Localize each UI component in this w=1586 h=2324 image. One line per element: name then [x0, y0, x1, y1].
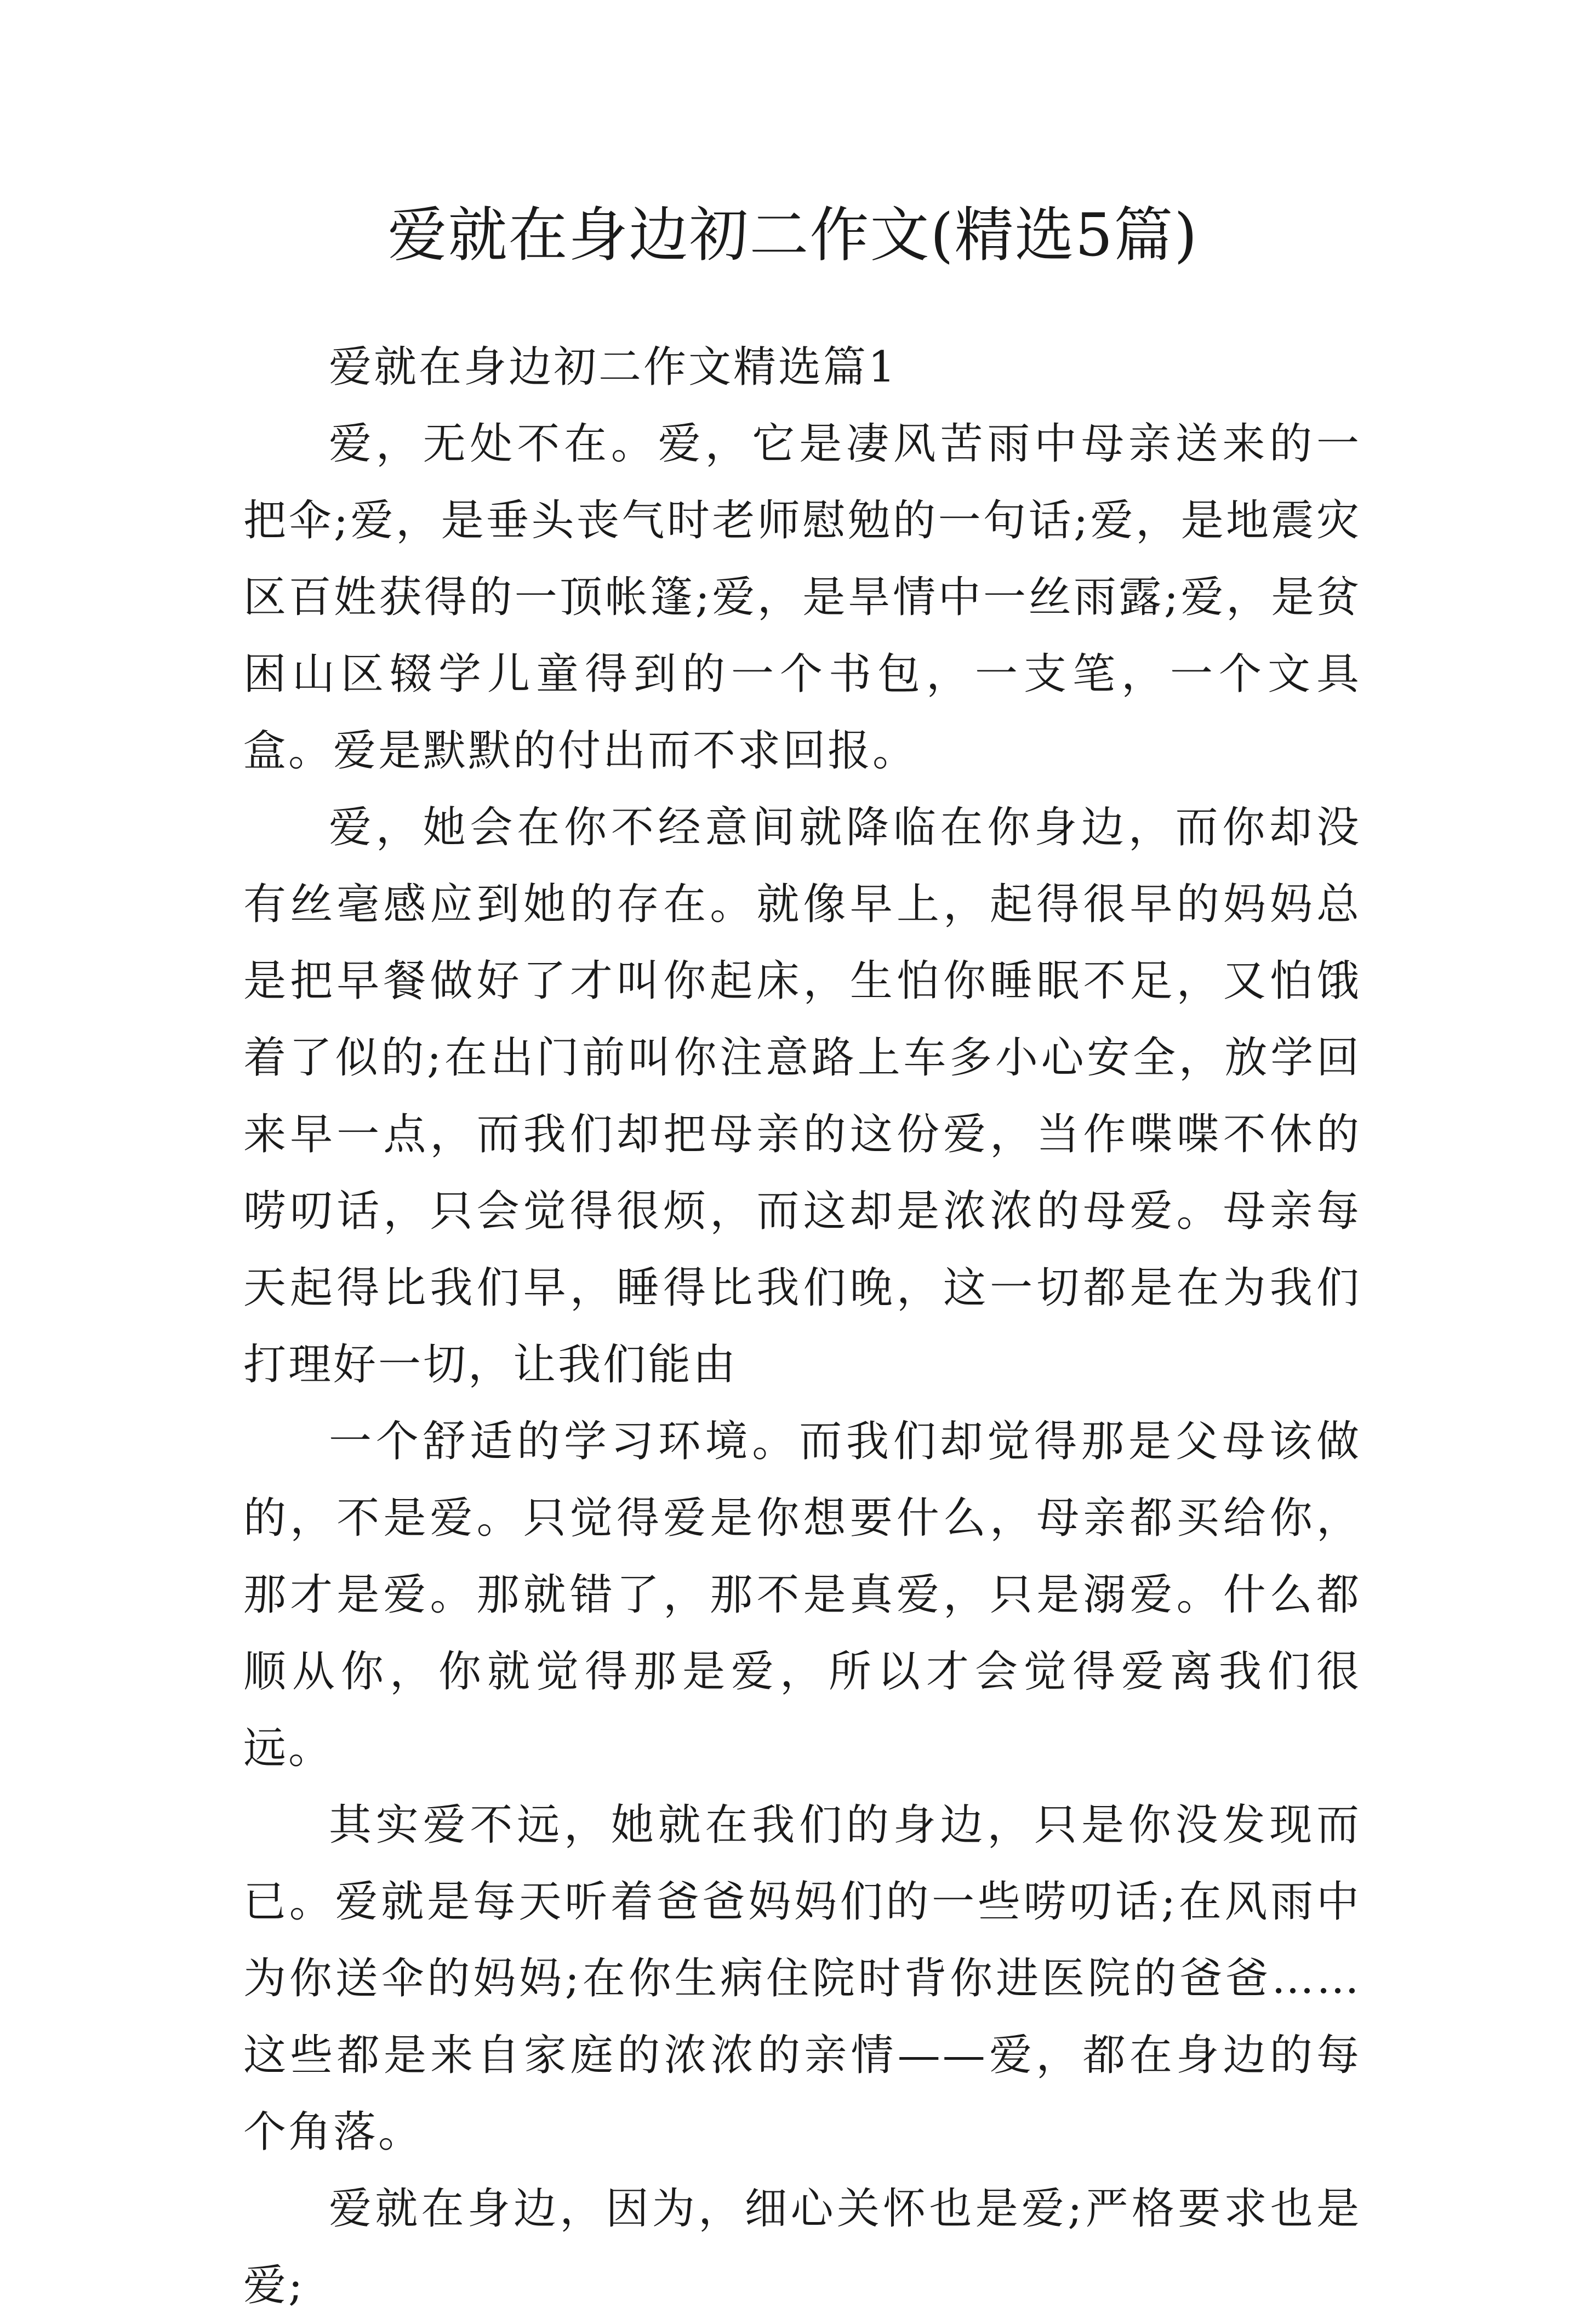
paragraph: 爱，无处不在。爱，它是凄风苦雨中母亲送来的一把伞;爱，是垂头丧气时老师慰勉的一句话;爱，是地震灾区百姓获得的一顶帐篷;爱，是旱情中一丝雨露;爱，是贫困山区辍学儿童得到的一个书包，一支笔，一个文具盒。爱是默默的付出而不求回报。: [243, 419, 1361, 776]
paragraph: 其实爱不远，她就在我们的身边，只是你没发现而已。爱就是每天听着爸爸妈妈们的一些唠叨话;在风雨中为你送伞的妈妈;在你生病住院时背你进医院的爸爸……这些都是来自家庭的浓浓的亲情——爱，都在身边的每个角落。: [243, 1801, 1361, 2157]
paragraph: 爱就在身边，因为，细心关怀也是爱;严格要求也是爱;: [243, 2184, 1361, 2310]
document-body: [243, 329, 1361, 2324]
section-heading: 爱就在身边初二作文精选篇1: [329, 343, 898, 392]
paragraph: 爱，她会在你不经意间就降临在你身边，而你却没有丝毫感应到她的存在。就像早上，起得很早的妈妈总是把早餐做好了才叫你起床，生怕你睡眠不足，又怕饿着了似的;在出门前叫你注意路上车多小心安全，放学回来早一点，而我们却把母亲的这份爱，当作喋喋不休的唠叨话，只会觉得很烦，而这却是浓浓的母爱。母亲每天起得比我们早，睡得比我们晚，这一切都是在为我们打理好一切，让我们能由: [243, 803, 1361, 1389]
document-title: 爱就在身边初二作文(精选5篇): [387, 201, 1199, 270]
paragraph: 一个舒适的学习环境。而我们却觉得那是父母该做的，不是爱。只觉得爱是你想要什么，母亲都买给你，那才是爱。那就错了，那不是真爱，只是溺爱。什么都顺从你，你就觉得那是爱，所以才会觉得爱离我们很远。: [243, 1417, 1361, 1773]
